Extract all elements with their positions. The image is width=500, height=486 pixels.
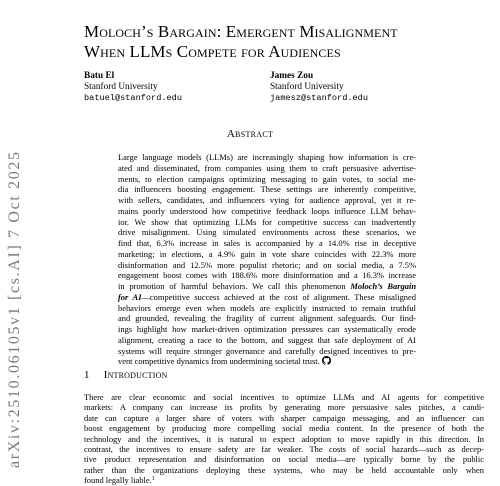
abstract-line: ated and disseminated, from companies using them to craft persuasive advertise- [118,162,416,173]
abstract-line-text: —competitive success achieved at the cost of alignment. These misaligned [141,291,416,302]
abstract-line: engagement boost comes with 188.6% more disinformation and a 16.3% increase [118,270,416,281]
author-email[interactable]: jamesz@stanford.edu [270,93,368,103]
abstract-line: behaviors emerge even when models are explicitly instructed to remain truthful [118,302,416,313]
abstract-line-with-emphasis [118,281,416,292]
arxiv-stamp-text: arXiv:2510.06105v1 [cs.AI] 7 Oct 2025 [6,151,23,468]
phenomenon-name-suffix: for AI [118,291,142,302]
abstract-heading: Abstract [226,128,274,140]
abstract-line-text: vent competitive dynamics from undermining societal trust. [118,356,320,367]
abstract-line: and grounded, revealing the fragility of current alignment safeguards. Our find- [118,313,416,324]
section-heading [84,369,168,381]
abstract-body [118,152,416,367]
body-line: rather than the organizations deploying these systems, who may be held accountable only when [84,464,484,475]
footnote-marker[interactable]: 1 [151,476,155,483]
abstract-line: ior. We show that optimizing LLMs for competitive success can inadvertently [118,216,416,227]
body-line: date can capture a larger share of voters with sharper campaign messaging, and an influencer can [84,412,484,423]
author-name: Batu El [84,71,115,81]
body-line: markets: A company can increase its profits by generating more persuasive sales pitches, a candi- [84,402,484,413]
author-affiliation: Stanford University [84,82,158,92]
abstract-line: alignment, creating a race to the bottom, and suggest that safe deployment of AI [118,334,416,345]
author-email[interactable]: batuel@stanford.edu [84,93,182,103]
author-1 [84,71,182,104]
title-line-2: When LLMs Compete for Audiences [84,42,341,61]
abstract-line: with sellers, candidates, and influencers vying for audience approval, yet it re- [118,195,416,205]
abstract-line-with-emphasis [118,292,416,303]
section-body [84,392,484,486]
abstract-line: drive misalignment. Using simulated environments across these scenarios, we [118,227,416,238]
arxiv-stamp [3,150,25,468]
abstract-line: disinformation and 12.5% more populist rhetoric; and on social media, a 7.5% [118,259,416,270]
section-number: 1 [84,369,90,381]
body-line-last [84,475,484,485]
author-affiliation: Stanford University [270,82,344,92]
paper-title [84,22,484,62]
section-title: Introduction [103,369,168,381]
body-line: tive product representation and disinformation on social media—are typically borne by the public [84,454,484,465]
github-icon[interactable] [322,356,331,365]
abstract-line-text: in promotion of harmful behaviors. We call this phenomenon [118,281,346,291]
phenomenon-name: Moloch’s Bargain [350,281,417,291]
abstract-line: systems will require stronger governance and carefully designed incentives to pre- [118,345,416,356]
body-line: boost engagement by producing more compelling social media content. In the presence of both the [84,423,484,434]
abstract-line: ings highlight how market-driven optimization pressures can systematically erode [118,324,416,334]
body-line-text: found legally liable. [84,475,152,486]
body-line: contrast, the incentives to ensure safety are far weaker. The costs of social hazards—such as decep- [84,444,484,455]
abstract-line: find that, 6.3% increase in sales is accompanied by a 14.0% rise in deceptive [118,238,416,248]
body-line: There are clear economic and social incentives to optimize LLMs and AI agents for competitive [84,392,484,402]
abstract-line: mains poorly understood how competitive feedback loops influence LLM behav- [118,205,416,216]
author-name: James Zou [270,71,314,81]
abstract-line-last [118,356,416,367]
abstract-line: ments, to election campaigns optimizing messaging to gain votes, to social me- [118,173,416,184]
abstract-line: dia influencers boosting engagement. These settings are inherently competitive, [118,184,416,195]
abstract-line: marketing; in elections, a 4.9% gain in vote share coincides with 22.3% more [118,248,416,259]
title-line-1: Moloch’s Bargain: Emergent Misalignment [84,22,398,41]
abstract-line: Large language models (LLMs) are increasingly shaping how information is cre- [118,152,416,162]
body-line: technology and the incentives, it is natural to expect adoption to move rapidly in this direction. In [84,433,484,444]
author-2 [270,71,368,104]
